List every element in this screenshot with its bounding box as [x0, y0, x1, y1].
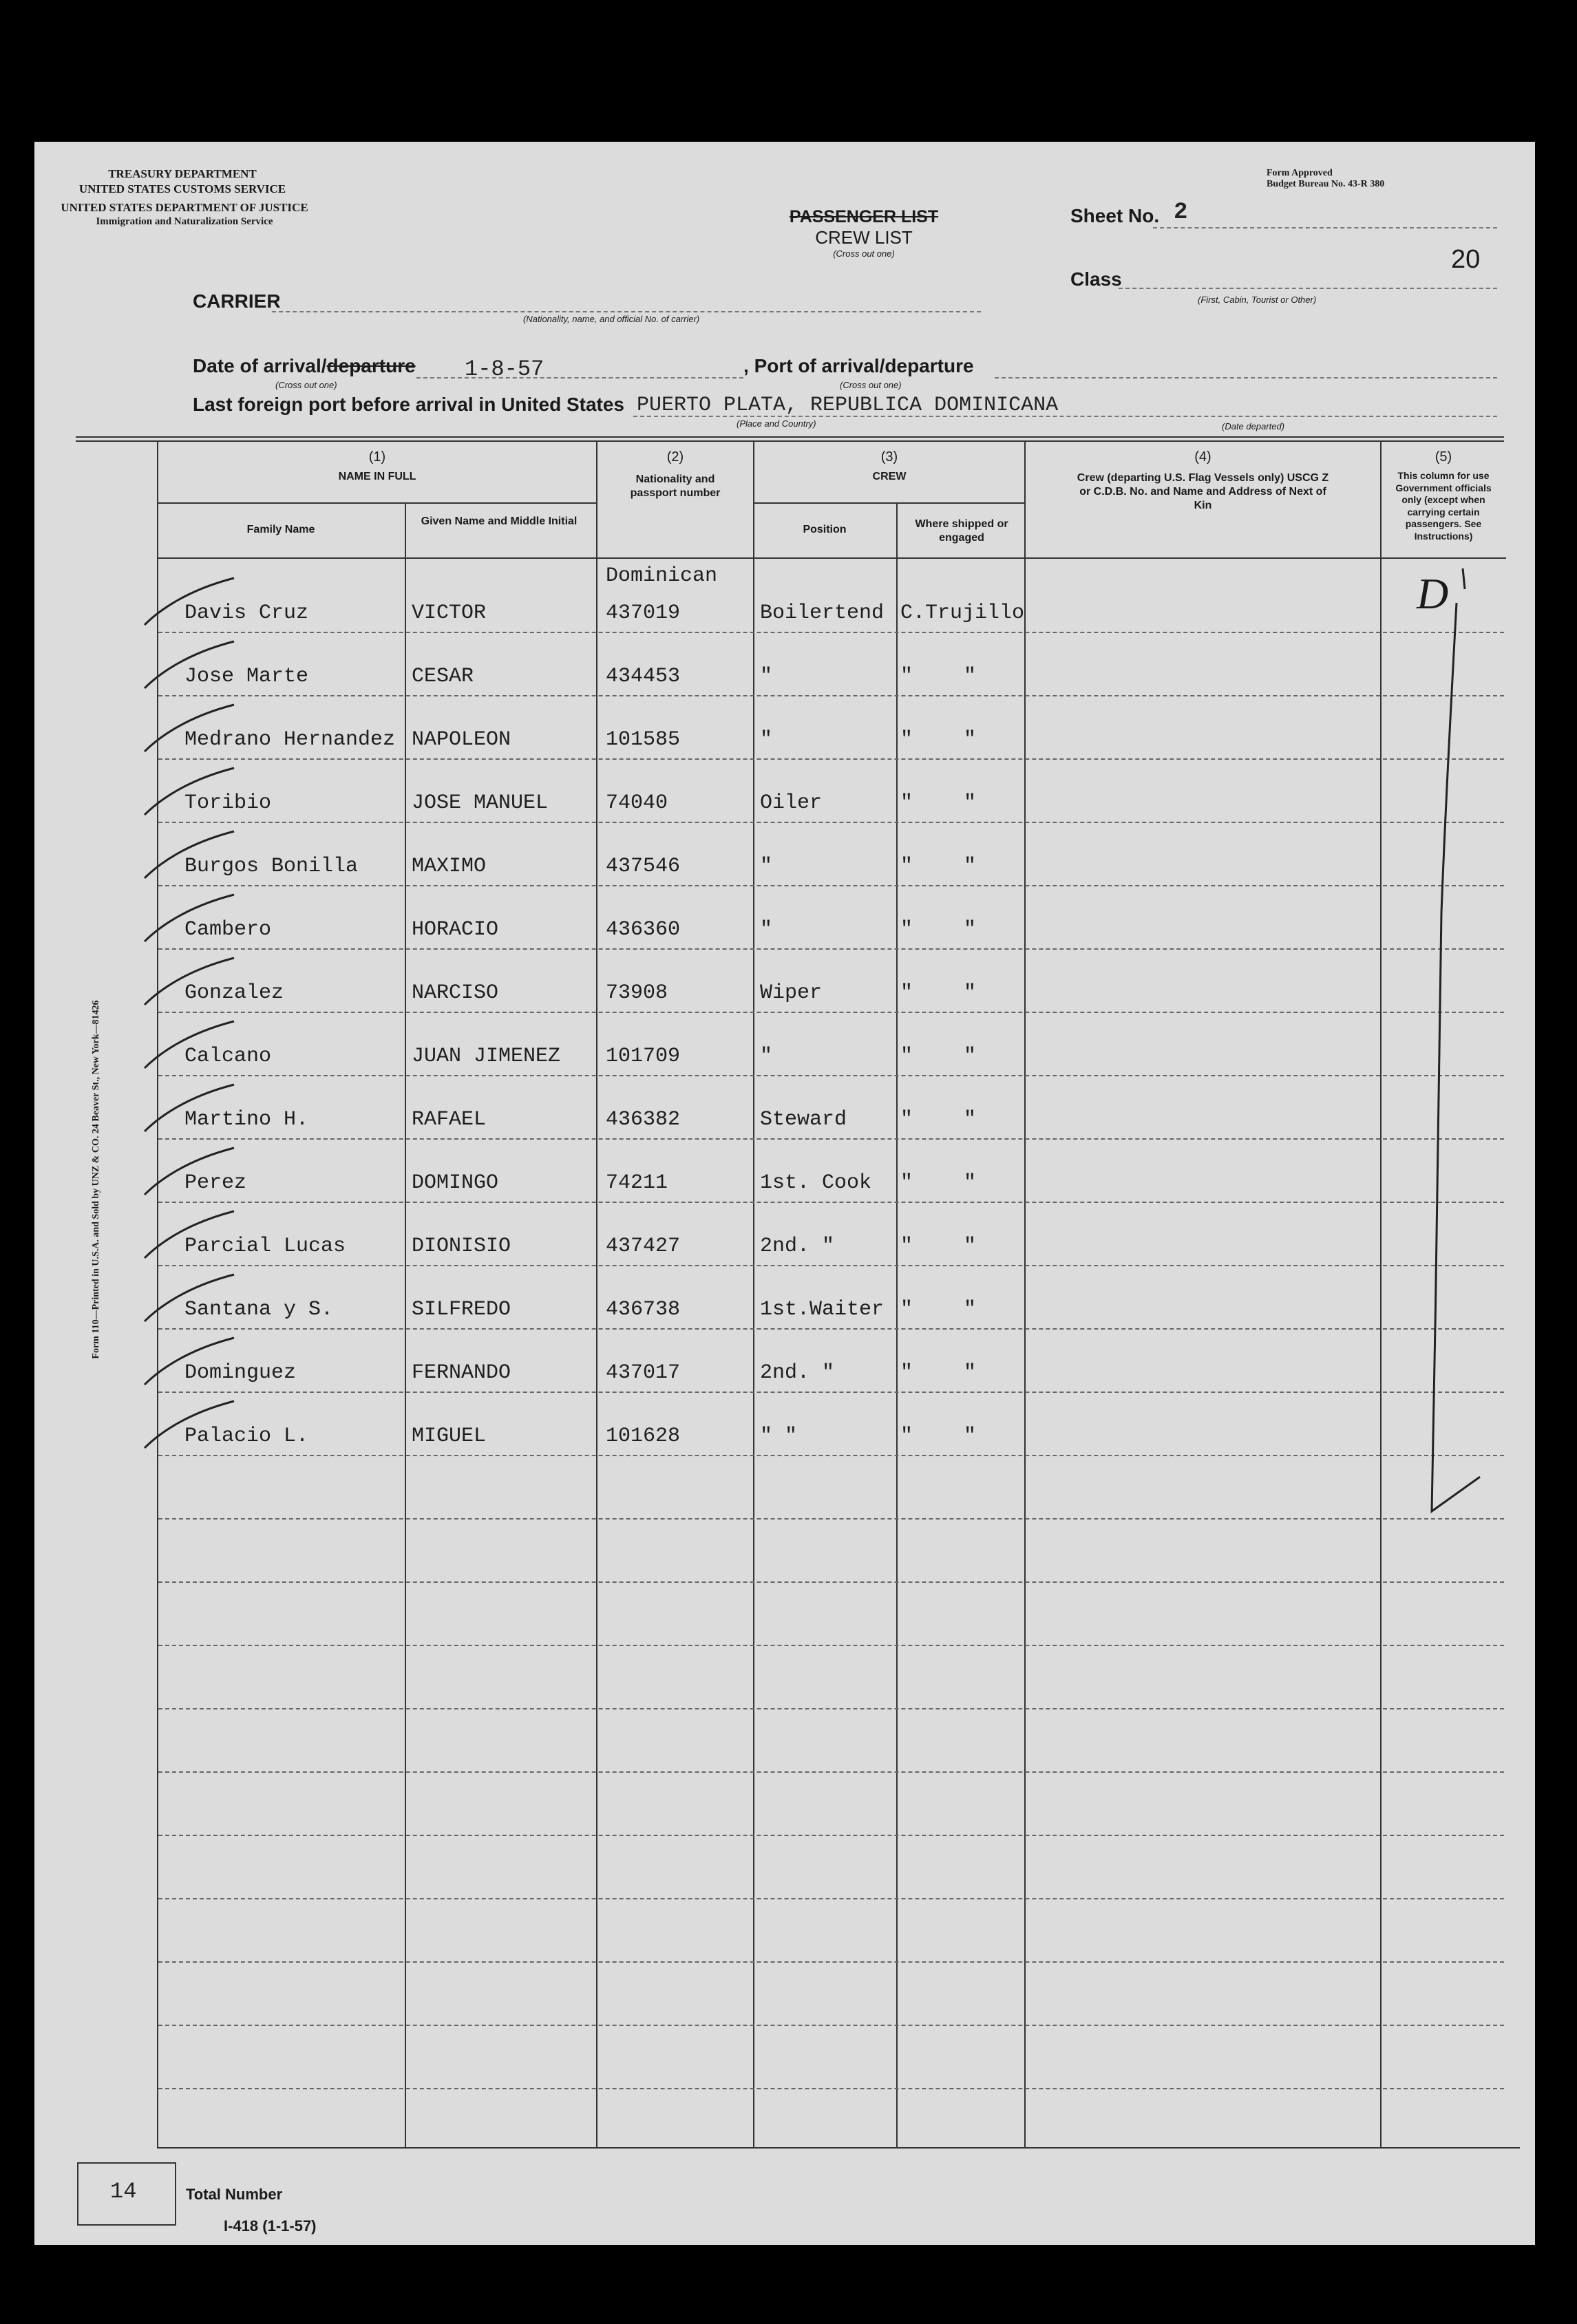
- form-approved-label: Form Approved: [1267, 168, 1333, 178]
- name-subheader-line: [157, 502, 597, 504]
- class-hint: (First, Cabin, Tourist or Other): [1198, 295, 1317, 305]
- where-header: Where shipped or engaged: [915, 518, 1008, 544]
- row-position: ": [760, 855, 773, 878]
- row-ruling: [158, 822, 1504, 823]
- row-ruling: [158, 1265, 1504, 1266]
- row-where: ": [900, 1361, 913, 1385]
- row-where: ": [900, 791, 913, 815]
- row-position: ": [760, 1045, 773, 1068]
- row-given: NARCISO: [412, 981, 499, 1005]
- row-where2: ": [964, 1108, 977, 1131]
- col2-title: Nationality and passport number: [630, 473, 721, 499]
- check-mark-icon: [131, 1210, 241, 1265]
- check-mark-icon: [131, 640, 241, 695]
- row-family: Santana y S.: [184, 1298, 334, 1321]
- row-family: Martino H.: [184, 1108, 309, 1131]
- check-mark-icon: [131, 767, 241, 822]
- check-mark-icon: [131, 957, 241, 1012]
- row-ruling: [158, 2025, 1504, 2026]
- row-passport: 101709: [606, 1045, 681, 1068]
- row-given: CESAR: [412, 665, 474, 688]
- row-where2: ": [964, 1425, 977, 1448]
- row-family: Medrano Hernandez: [184, 728, 396, 751]
- crew-list-title: CREW LIST: [815, 227, 913, 248]
- date-value: 1-8-57: [465, 356, 544, 382]
- row-ruling: [158, 1455, 1504, 1456]
- row-given: RAFAEL: [412, 1108, 487, 1131]
- date-departed-hint: (Date departed): [1222, 421, 1285, 431]
- row-passport: 434453: [606, 665, 681, 688]
- row-given: JOSE MANUEL: [412, 791, 549, 815]
- row-where2: ": [964, 855, 977, 878]
- total-value: 14: [110, 2179, 137, 2204]
- col-sep-crew: [753, 442, 754, 2149]
- col2-number: (2): [666, 449, 684, 465]
- check-mark-icon: [131, 1147, 241, 1202]
- col4-title: Crew (departing U.S. Flag Vessels only) USCG Z or C.D.B. No. and Name and Address of Next of Kin: [1077, 472, 1329, 511]
- row-passport: 101585: [606, 728, 681, 751]
- passenger-list-crossed: PASSENGER LIST: [789, 207, 939, 226]
- department-header: [69, 167, 296, 197]
- sheet-value: 2: [1174, 200, 1188, 226]
- row-where: ": [900, 728, 913, 751]
- date-line: [416, 377, 743, 379]
- row-where: ": [900, 1045, 913, 1068]
- row-passport: 437546: [606, 855, 681, 878]
- row-family: Toribio: [184, 791, 272, 815]
- row-given: FERNANDO: [412, 1361, 511, 1385]
- col3-number: (3): [880, 449, 898, 465]
- row-ruling: [158, 632, 1504, 633]
- row-where2: ": [964, 1235, 977, 1258]
- nationality-header-value: Dominican: [606, 564, 718, 588]
- row-ruling: [158, 1392, 1504, 1393]
- row-family: Cambero: [184, 918, 272, 941]
- check-mark-icon: [131, 1020, 241, 1075]
- carrier-line: [272, 311, 981, 312]
- row-passport: 437017: [606, 1361, 681, 1385]
- form-approved: [1267, 168, 1384, 190]
- row-where: ": [900, 855, 913, 878]
- col3-header: [753, 449, 1026, 484]
- row-where: ": [900, 1425, 913, 1448]
- title-hint: (Cross out one): [833, 248, 895, 259]
- row-family: Palacio L.: [184, 1425, 309, 1448]
- last-port-value: PUERTO PLATA, REPUBLICA DOMINICANA: [637, 394, 1059, 417]
- col-sep-nationality: [596, 442, 597, 2149]
- col1-header: [157, 449, 597, 484]
- row-ruling: [158, 1012, 1504, 1013]
- col5-title: This column for use Government officials only (except when carrying certain passengers. See Instructions): [1395, 470, 1492, 542]
- row-position: Boilertend: [760, 601, 885, 625]
- row-given: MAXIMO: [412, 855, 487, 878]
- row-where2: ": [964, 791, 977, 815]
- row-ruling: [158, 1708, 1504, 1709]
- row-passport: 436738: [606, 1298, 681, 1321]
- col-sep-given: [405, 504, 406, 2149]
- date-arrival-text: Date of arrival/: [193, 355, 327, 376]
- row-ruling: [158, 885, 1504, 886]
- row-position: 1st.Waiter: [760, 1298, 885, 1321]
- class-line: [1119, 288, 1497, 289]
- list-title: [750, 207, 977, 259]
- check-mark-icon: [131, 1336, 241, 1392]
- row-where: ": [900, 981, 913, 1005]
- sheet-line: [1153, 227, 1497, 228]
- col-sep-kin: [1024, 442, 1026, 2149]
- row-position: Wiper: [760, 981, 823, 1005]
- row-position: ": [760, 728, 773, 751]
- row-given: DIONISIO: [412, 1235, 511, 1258]
- row-where2: ": [964, 728, 977, 751]
- row-given: VICTOR: [412, 601, 487, 625]
- carrier-hint: (Nationality, name, and official No. of carrier): [523, 314, 700, 324]
- row-ruling: [158, 1138, 1504, 1140]
- row-family: Gonzalez: [184, 981, 284, 1005]
- row-given: DOMINGO: [412, 1171, 499, 1195]
- row-ruling: [158, 1961, 1504, 1963]
- row-passport: 437019: [606, 601, 681, 625]
- date-label: [193, 355, 416, 377]
- header-bottom-line: [157, 557, 1506, 559]
- row-ruling: [158, 1518, 1504, 1520]
- row-ruling: [158, 1645, 1504, 1646]
- page-number: 20: [1451, 245, 1481, 274]
- check-mark-icon: [131, 1273, 241, 1328]
- row-ruling: [158, 1898, 1504, 1899]
- col1-title: NAME IN FULL: [338, 471, 416, 482]
- col3-title: CREW: [872, 471, 907, 482]
- department-header-2: [40, 201, 329, 228]
- check-mark-icon: [131, 1400, 241, 1455]
- row-passport: 436360: [606, 918, 681, 941]
- row-where: C.Trujillo: [900, 601, 1025, 625]
- check-mark-icon: [131, 703, 241, 758]
- official-bracket: [1384, 555, 1507, 1670]
- col5-header: [1382, 449, 1505, 542]
- row-position: Steward: [760, 1108, 847, 1131]
- row-passport: 74040: [606, 791, 668, 815]
- port-hint: (Cross out one): [840, 380, 902, 390]
- row-where2: ": [964, 665, 977, 688]
- row-where: ": [900, 1298, 913, 1321]
- row-ruling: [158, 1581, 1504, 1583]
- table-top-line-2: [76, 440, 1504, 442]
- row-where2: ": [964, 1171, 977, 1195]
- date-departure-crossed: departure: [326, 355, 416, 376]
- row-passport: 73908: [606, 981, 668, 1005]
- total-label: Total Number: [186, 2186, 283, 2203]
- row-family: Parcial Lucas: [184, 1235, 346, 1258]
- row-ruling: [158, 1835, 1504, 1836]
- row-family: Calcano: [184, 1045, 272, 1068]
- row-passport: 101628: [606, 1425, 681, 1448]
- row-given: MIGUEL: [412, 1425, 487, 1448]
- port-line: [995, 377, 1497, 379]
- col-sep-official: [1380, 442, 1382, 2149]
- dept-line-4: Immigration and Naturalization Service: [96, 216, 273, 227]
- row-position: 2nd. ": [760, 1361, 835, 1385]
- row-ruling: [158, 695, 1504, 696]
- row-ruling: [158, 1771, 1504, 1773]
- row-ruling: [158, 1328, 1504, 1330]
- row-where2: ": [964, 1045, 977, 1068]
- row-ruling: [158, 758, 1504, 760]
- row-family: Dominguez: [184, 1361, 297, 1385]
- col2-header: [599, 449, 752, 500]
- row-ruling: [158, 1202, 1504, 1203]
- family-name-header: Family Name: [246, 524, 315, 535]
- check-mark-icon: [131, 1083, 241, 1138]
- row-position: 2nd. ": [760, 1235, 835, 1258]
- given-name-header: Given Name and Middle Initial: [421, 515, 578, 527]
- col5-number: (5): [1435, 449, 1452, 465]
- row-passport: 436382: [606, 1108, 681, 1131]
- sheet-label: Sheet No.: [1070, 205, 1160, 226]
- col4-header: [1026, 449, 1380, 513]
- row-ruling: [158, 2088, 1504, 2089]
- row-family: Perez: [184, 1171, 247, 1195]
- dept-line-2: UNITED STATES CUSTOMS SERVICE: [78, 182, 286, 195]
- row-ruling: [158, 1075, 1504, 1076]
- row-family: Jose Marte: [184, 665, 309, 688]
- check-mark-icon: [131, 830, 241, 885]
- row-where: ": [900, 665, 913, 688]
- official-mark: D: [1417, 569, 1449, 618]
- row-where: ": [900, 918, 913, 941]
- check-mark-icon: [131, 893, 241, 948]
- row-where2: ": [964, 918, 977, 941]
- last-port-label: Last foreign port before arrival in United States: [193, 394, 625, 415]
- table-top-line: [76, 436, 1504, 438]
- form-code: I-418 (1-1-57): [224, 2217, 317, 2235]
- row-family: Davis Cruz: [184, 601, 309, 625]
- col-sep-where: [896, 504, 898, 2149]
- date-hint: (Cross out one): [275, 380, 337, 390]
- row-where: ": [900, 1171, 913, 1195]
- class-label: Class: [1070, 268, 1122, 290]
- carrier-label: CARRIER: [193, 290, 281, 312]
- row-where2: ": [964, 981, 977, 1005]
- row-position: " ": [760, 1425, 798, 1448]
- side-print: Form 110—Printed in U.S.A. and Sold by UNZ & CO. 24 Beaver St., New York—81426: [91, 1000, 101, 1359]
- row-position: Oiler: [760, 791, 823, 815]
- row-passport: 74211: [606, 1171, 668, 1195]
- row-where: ": [900, 1235, 913, 1258]
- crew-subheader-line: [753, 502, 1026, 504]
- row-family: Burgos Bonilla: [184, 855, 359, 878]
- row-given: HORACIO: [412, 918, 499, 941]
- row-where2: ": [964, 1298, 977, 1321]
- row-given: SILFREDO: [412, 1298, 511, 1321]
- last-port-line: [633, 416, 1497, 417]
- row-position: 1st. Cook: [760, 1171, 872, 1195]
- col4-number: (4): [1194, 449, 1211, 465]
- row-position: ": [760, 665, 773, 688]
- col1-number: (1): [368, 449, 386, 465]
- form-sheet: [34, 142, 1535, 2245]
- row-where2: ": [964, 1361, 977, 1385]
- row-ruling: [158, 948, 1504, 950]
- budget-bureau: Budget Bureau No. 43-R 380: [1267, 179, 1385, 189]
- position-header: Position: [803, 524, 847, 535]
- check-mark-icon: [131, 577, 241, 632]
- row-given: NAPOLEON: [412, 728, 511, 751]
- table-bottom-line: [157, 2147, 1520, 2149]
- dept-line-3: UNITED STATES DEPARTMENT OF JUSTICE: [61, 201, 308, 214]
- place-country-hint: (Place and Country): [737, 418, 816, 429]
- dept-line-1: TREASURY DEPARTMENT: [108, 167, 257, 180]
- row-position: ": [760, 918, 773, 941]
- row-given: JUAN JIMENEZ: [412, 1045, 561, 1068]
- port-label: , Port of arrival/departure: [743, 355, 974, 376]
- row-passport: 437427: [606, 1235, 681, 1258]
- row-where: ": [900, 1108, 913, 1131]
- port-label-text: Port of arrival/departure: [754, 355, 974, 376]
